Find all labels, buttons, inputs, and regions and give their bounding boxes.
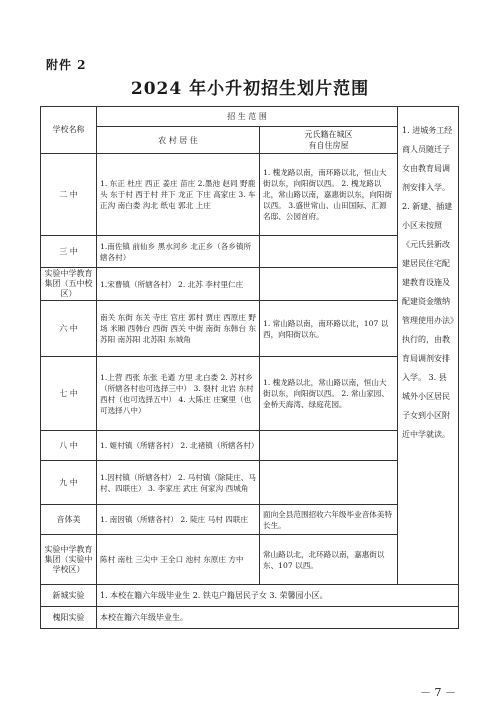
urban-scope: 1. 槐龙路以南，南环路以北，恒山大街以东，向阳街以西。 2. 槐龙路以北，常山路以南，嘉惠街以东，向阳街以西。 3.盛世常山、山田国际、汇源名邸、公园首府。: [260, 154, 398, 236]
page-number: － 7 －: [420, 686, 456, 699]
header-urban-line1: 元氏籍在城区: [304, 130, 353, 139]
header-urban: [260, 127, 398, 154]
school-name: 九 中: [41, 461, 97, 505]
urban-scope: [260, 268, 398, 301]
school-name: 六 中: [41, 301, 97, 357]
school-name: 实验中学教育集团（实验中学校区）: [41, 535, 97, 585]
enrollment-scope: 本校在籍六年级毕业生。: [97, 607, 459, 629]
school-name: 实验中学教育集团（五中校区）: [41, 268, 97, 301]
rural-scope: 1.宋曹镇（所辖各村） 2. 北苏 李村里仁庄: [97, 268, 260, 301]
school-name: 八 中: [41, 431, 97, 461]
rural-scope: 1.南佐镇 前仙乡 黑水河乡 北正乡（各乡镇所辖各村）: [97, 236, 260, 268]
urban-scope: 常山路以北，北环路以南，嘉惠街以东、107 以西。: [260, 535, 398, 585]
rural-scope: 1. 南因镇（所辖各村） 2. 陡庄 马村 四联庄: [97, 505, 260, 535]
note-cell: 1. 进城务工经商人员随迁子女由教育局调剂安排入学。 2. 新建、插建小区未按照《元氏县新改建居民住宅配建教育设施及配建资金缴纳管理使用办法》执行的，由教育局调剂安排入学。 3. 县城外小区居民子女到小区附近中学就读。: [398, 107, 459, 585]
header-rural: 农 村 居 住: [97, 127, 260, 154]
urban-scope: 面向全县范围招收六年级毕业音体美特长生。: [260, 505, 398, 535]
rural-scope: 1. 东正 杜庄 西正 姜庄 苗庄 2.墨池 赵同 野鹿头 东于村 西于村 井下 龙正 下庄 高家庄 3. 车正沟 南白娄 沟北 纸屯 郭北 上庄: [97, 154, 260, 236]
enrollment-table: [40, 106, 459, 629]
school-name: 新城实验: [41, 585, 97, 607]
enrollment-scope: 1. 本校在籍六年级毕业生 2. 铁屯户籍居民子女 3. 荣馨园小区。: [97, 585, 459, 607]
school-name: 三 中: [41, 236, 97, 268]
rural-scope: 1.上营 西张 东张 毛遒 方里 北白娄 2. 苏村乡（所辖各村也可选择三中） 3. 裂村 北岩 东村 西村（也可选择五中） 4. 大陈庄 庄窠里（也可选择八中）: [97, 357, 260, 431]
urban-scope: [260, 236, 398, 268]
urban-scope: 1. 常山路以南，南环路以北，107 以西，向阳街以东。: [260, 301, 398, 357]
rural-scope: 南关 东街 东关 寺庄 官庄 郭村 贾庄 西原庄 野场 米厢 西韩台 西街 西关 中街 南街 东韩台 东苏阳 南苏阳 北苏阳 东城角: [97, 301, 260, 357]
school-name: 音体美: [41, 505, 97, 535]
rural-scope: 1. 姬村镇（所辖各村） 2. 北褚镇（所辖各村）: [97, 431, 260, 461]
rural-scope: 陈村 南杜 三尖中 王全口 池村 东原庄 方中: [97, 535, 260, 585]
header-urban-line2: 有自住房屋: [308, 141, 349, 150]
rural-scope: 1.因村镇（所辖各村） 2. 马村镇（除陡庄、马村、四联庄） 3. 李家庄 武庄 何家沟 西城角: [97, 461, 260, 505]
header-school: 学校名称: [41, 107, 97, 154]
urban-scope: [260, 461, 398, 505]
attachment-label: 附件 2: [46, 58, 87, 72]
urban-scope: 1. 槐龙路以北，常山路以南，恒山大街以东，向阳街以西。 2. 常山家园、金桥天海湾、绿庭花园。: [260, 357, 398, 431]
urban-scope: [260, 431, 398, 461]
page-title: 2024 年小升初招生划片范围: [130, 79, 370, 99]
school-name: 七 中: [41, 357, 97, 431]
school-name: 二 中: [41, 154, 97, 236]
header-scope: 招 生 范 围: [97, 107, 398, 127]
school-name: 槐阳实验: [41, 607, 97, 629]
